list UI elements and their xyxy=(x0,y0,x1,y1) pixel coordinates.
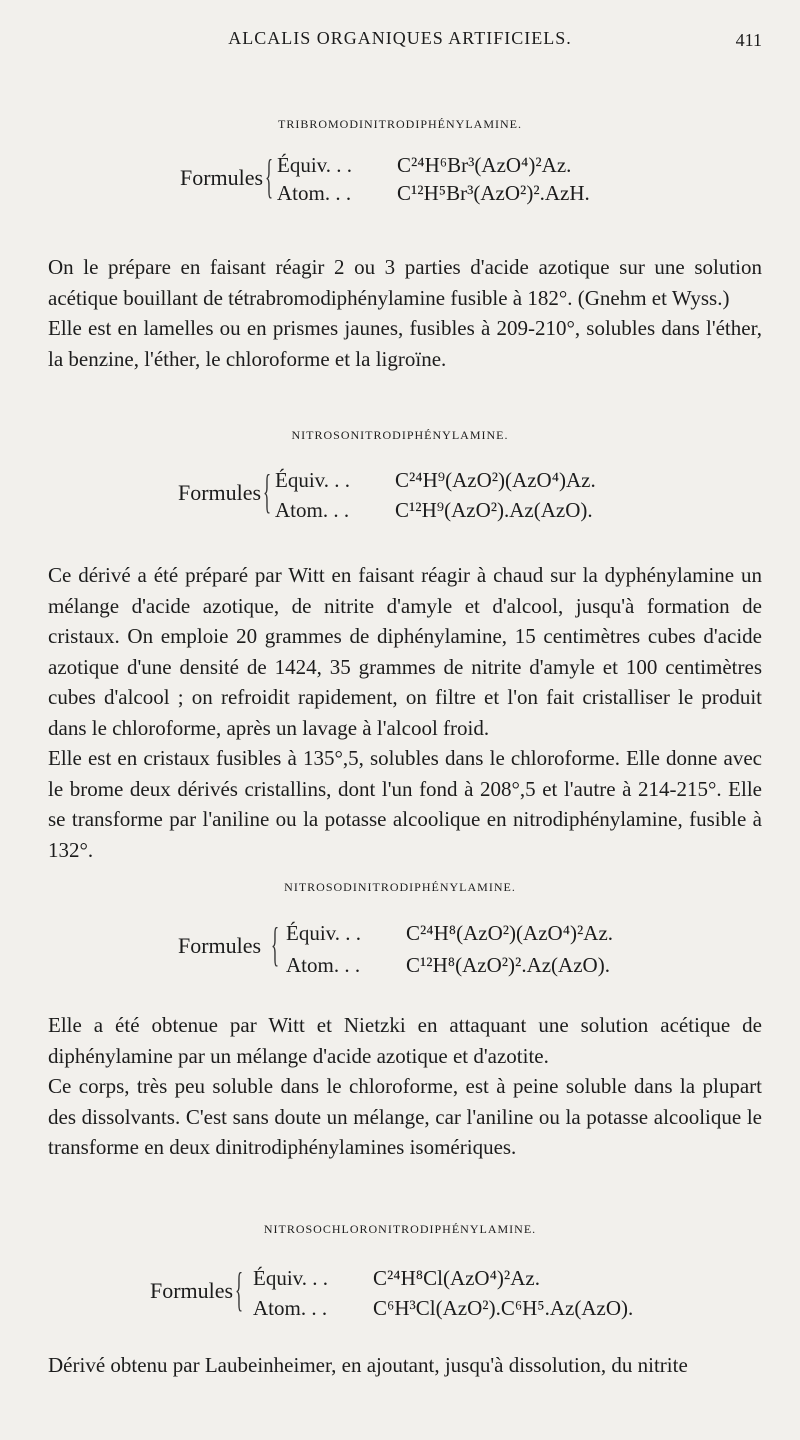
section-body xyxy=(48,560,762,865)
equiv-formula: C²⁴H⁸(AzO²)(AzO⁴)²Az. xyxy=(406,921,614,945)
equiv-formula-row xyxy=(286,921,613,946)
paragraph: On le prépare en faisant réagir 2 ou 3 parties d'acide azotique sur une solution acétique bouillant de tétrabromodiphénylamine fusible à 182°. (Gnehm et Wyss.) xyxy=(48,255,762,310)
formulas-label: Formules xyxy=(178,933,262,958)
atom-formula-row xyxy=(275,498,593,523)
equiv-formula: C²⁴H⁹(AzO²)(AzO⁴)Az. xyxy=(395,468,596,492)
equiv-formula-row xyxy=(277,153,571,178)
brace-icon: { xyxy=(271,918,280,971)
section-body xyxy=(48,1010,762,1163)
equiv-label: Équiv. . . xyxy=(253,1266,329,1290)
atom-formula: C¹²H⁸(AzO²)².Az(AzO). xyxy=(406,953,610,977)
atom-label: Atom. . . xyxy=(253,1296,328,1320)
paragraph: Elle a été obtenue par Witt et Nietzki en attaquant une solution acétique de diphénylamine par un mélange d'acide azotique et d'azotite. xyxy=(48,1013,762,1068)
equiv-label: Équiv. . . xyxy=(286,921,362,945)
formula-block xyxy=(180,150,740,210)
atom-label: Atom. . . xyxy=(275,498,350,522)
running-title: ALCALIS ORGANIQUES ARTIFICIELS. xyxy=(228,28,572,48)
page-number: 411 xyxy=(735,30,762,50)
brace-icon: { xyxy=(263,465,272,518)
section-title-nitrosochloronitrodiphenylamine: NITROSOCHLORONITRODIPHÉNYLAMINE. xyxy=(263,1222,537,1236)
atom-label: Atom. . . xyxy=(286,953,361,977)
atom-formula: C¹²H⁵Br³(AzO²)².AzH. xyxy=(397,181,590,205)
atom-formula-row xyxy=(277,181,590,206)
equiv-formula-row xyxy=(253,1266,540,1291)
atom-formula-row xyxy=(253,1296,633,1321)
formulas-label: Formules xyxy=(178,480,262,505)
equiv-formula-row xyxy=(275,468,596,493)
paragraph: Ce corps, très peu soluble dans le chloroforme, est à peine soluble dans la plupart des dissolvants. C'est sans doute un mélange, car l'aniline ou la potasse alcoolique le transforme en deux dinitrodiphénylamines isomériques. xyxy=(48,1074,762,1159)
formulas-label: Formules xyxy=(150,1278,234,1303)
atom-label: Atom. . . xyxy=(277,181,352,205)
section-body xyxy=(48,1350,762,1381)
paragraph: Dérivé obtenu par Laubeinheimer, en ajoutant, jusqu'à dissolution, du nitrite xyxy=(48,1353,688,1377)
section-title-nitrosodinitrodiphenylamine: NITROSODINITRODIPHÉNYLAMINE. xyxy=(284,880,516,894)
equiv-formula: C²⁴H⁶Br³(AzO⁴)²Az. xyxy=(397,153,572,177)
formula-block xyxy=(178,465,738,525)
section-title-tribromodinitrodiphenylamine: TRIBROMODINITRODIPHÉNYLAMINE. xyxy=(278,117,522,131)
section-body xyxy=(48,252,762,374)
paragraph: Ce dérivé a été préparé par Witt en faisant réagir à chaud sur la dyphénylamine un mélange d'acide azotique, de nitrite d'amyle et d'alcool, jusqu'à formation de cristaux. On emploie 20 grammes de diphénylamine, 15 centimètres cubes d'acide azotique d'une densité de 1424, 35 grammes de nitrite d'amyle et 100 centimètres cubes d'alcool ; on refroidit rapidement, on filtre et l'on fait cristalliser le produit dans le chloroforme, après un lavage à l'alcool froid. xyxy=(48,563,762,740)
atom-formula: C¹²H⁹(AzO²).Az(AzO). xyxy=(395,498,593,522)
equiv-label: Équiv. . . xyxy=(275,468,351,492)
atom-formula-row xyxy=(286,953,610,978)
section-title-nitrosonitrodiphenylamine: NITROSONITRODIPHÉNYLAMINE. xyxy=(291,428,509,442)
paragraph: Elle est en lamelles ou en prismes jaunes, fusibles à 209-210°, solubles dans l'éther, la benzine, l'éther, le chloroforme et la ligroïne. xyxy=(48,316,762,371)
formula-block xyxy=(150,1263,750,1323)
paragraph: Elle est en cristaux fusibles à 135°,5, solubles dans le chloroforme. Elle donne avec le brome deux dérivés cristallins, dont l'un fond à 208°,5 et l'autre à 214-215°. Elle se transforme par l'aniline ou la potasse alcoolique en nitrodiphénylamine, fusible à 132°. xyxy=(48,746,762,862)
equiv-formula: C²⁴H⁸Cl(AzO⁴)²Az. xyxy=(373,1266,540,1290)
equiv-label: Équiv. . . xyxy=(277,153,353,177)
brace-icon: { xyxy=(235,1263,244,1316)
formulas-label: Formules xyxy=(180,165,264,190)
brace-icon: { xyxy=(265,150,274,203)
atom-formula: C⁶H³Cl(AzO²).C⁶H⁵.Az(AzO). xyxy=(373,1296,634,1320)
formula-block xyxy=(178,918,738,978)
